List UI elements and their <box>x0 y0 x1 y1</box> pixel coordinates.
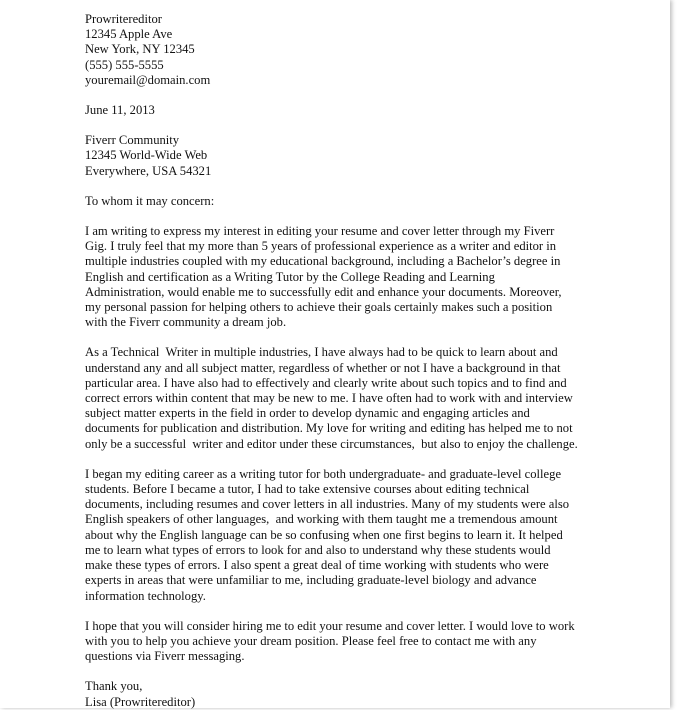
sender-email: youremail@domain.com <box>85 72 211 87</box>
closing: Thank you, <box>85 679 143 694</box>
sign-off <box>85 679 605 709</box>
paragraph-line: make these types of errors. I also spent a great deal of time working with students who were <box>85 558 549 573</box>
paragraph-line: particular area. I have also had to effectively and clearly write about such topics and to find and <box>85 375 567 390</box>
paragraph-3 <box>85 467 605 604</box>
paragraph-line: information technology. <box>85 588 206 603</box>
sender-name: Prowritereditor <box>85 12 162 26</box>
paragraph-line: experts in areas that were unfamiliar to me, including graduate-level biology and advance <box>85 573 537 588</box>
recipient-street: 12345 World-Wide Web <box>85 148 208 163</box>
paragraph-line: with you to help you achieve your dream position. Please feel free to contact me with any <box>85 633 537 648</box>
paragraph-line: documents, including resumes and cover letters in all industries. Many of my students were also <box>85 497 570 512</box>
sender-city: New York, NY 12345 <box>85 42 195 57</box>
paragraph-line: I am writing to express my interest in editing your resume and cover letter through my Fiverr <box>85 224 555 239</box>
paragraph-line: documents for publication and distribution. My love for writing and editing has helped me to not <box>85 421 573 436</box>
paragraph-line: me to learn what types of errors to look for and also to understand why these students would <box>85 542 551 557</box>
recipient-name: Fiverr Community <box>85 133 180 148</box>
paragraph-line: questions via Fiverr messaging. <box>85 649 245 664</box>
paragraph-line: subject matter experts in the field in order to develop dynamic and engaging articles and <box>85 406 530 421</box>
paragraph-line: I began my editing career as a writing tutor for both undergraduate- and graduate-level college <box>85 466 562 481</box>
letter-date: June 11, 2013 <box>85 103 155 118</box>
paragraph-line: about why the English language can be so confusing when one first begins to learn it. It helped <box>85 527 563 542</box>
recipient-city: Everywhere, USA 54321 <box>85 163 212 178</box>
paragraph-line: multiple industries coupled with my educational background, including a Bachelor’s degree in <box>85 254 561 269</box>
paragraph-4 <box>85 619 605 665</box>
paragraph-line: English and certification as a Writing Tutor by the College Reading and Learning <box>85 269 495 284</box>
paragraph-line: English speakers of other languages, and working with them taught me a tremendous amount <box>85 512 558 527</box>
paragraph-line: correct errors within content that may be new to me. I have often had to work with and interview <box>85 391 573 406</box>
paragraph-2 <box>85 345 605 451</box>
paragraph-line: I hope that you will consider hiring me to edit your resume and cover letter. I would love to work <box>85 618 575 633</box>
paragraph-line: understand any and all subject matter, regardless of whether or not I have a background in that <box>85 360 561 375</box>
paragraph-line: only be a successful writer and editor under these circumstances, but also to enjoy the challenge. <box>85 436 578 451</box>
sender-address <box>85 12 605 88</box>
recipient-address <box>85 133 605 179</box>
paragraph-line: As a Technical Writer in multiple industries, I have always had to be quick to learn about and <box>85 345 558 360</box>
paragraph-line: my personal passion for helping others to achieve their goals certainly makes such a position <box>85 300 553 315</box>
paragraph-1 <box>85 224 605 330</box>
sender-street: 12345 Apple Ave <box>85 27 173 42</box>
paragraph-line: with the Fiverr community a dream job. <box>85 315 287 330</box>
salutation: To whom it may concern: <box>85 193 215 208</box>
paragraph-line: Administration, would enable me to successfully edit and enhance your documents. Moreover, <box>85 284 562 299</box>
paragraph-line: students. Before I became a tutor, I had to take extensive courses about editing technical <box>85 482 530 497</box>
letter-body <box>85 12 605 710</box>
paragraph-line: Gig. I truly feel that my more than 5 years of professional experience as a writer and editor in <box>85 239 557 254</box>
sender-phone: (555) 555-5555 <box>85 57 164 72</box>
signature: Lisa (Prowritereditor) <box>85 694 196 709</box>
